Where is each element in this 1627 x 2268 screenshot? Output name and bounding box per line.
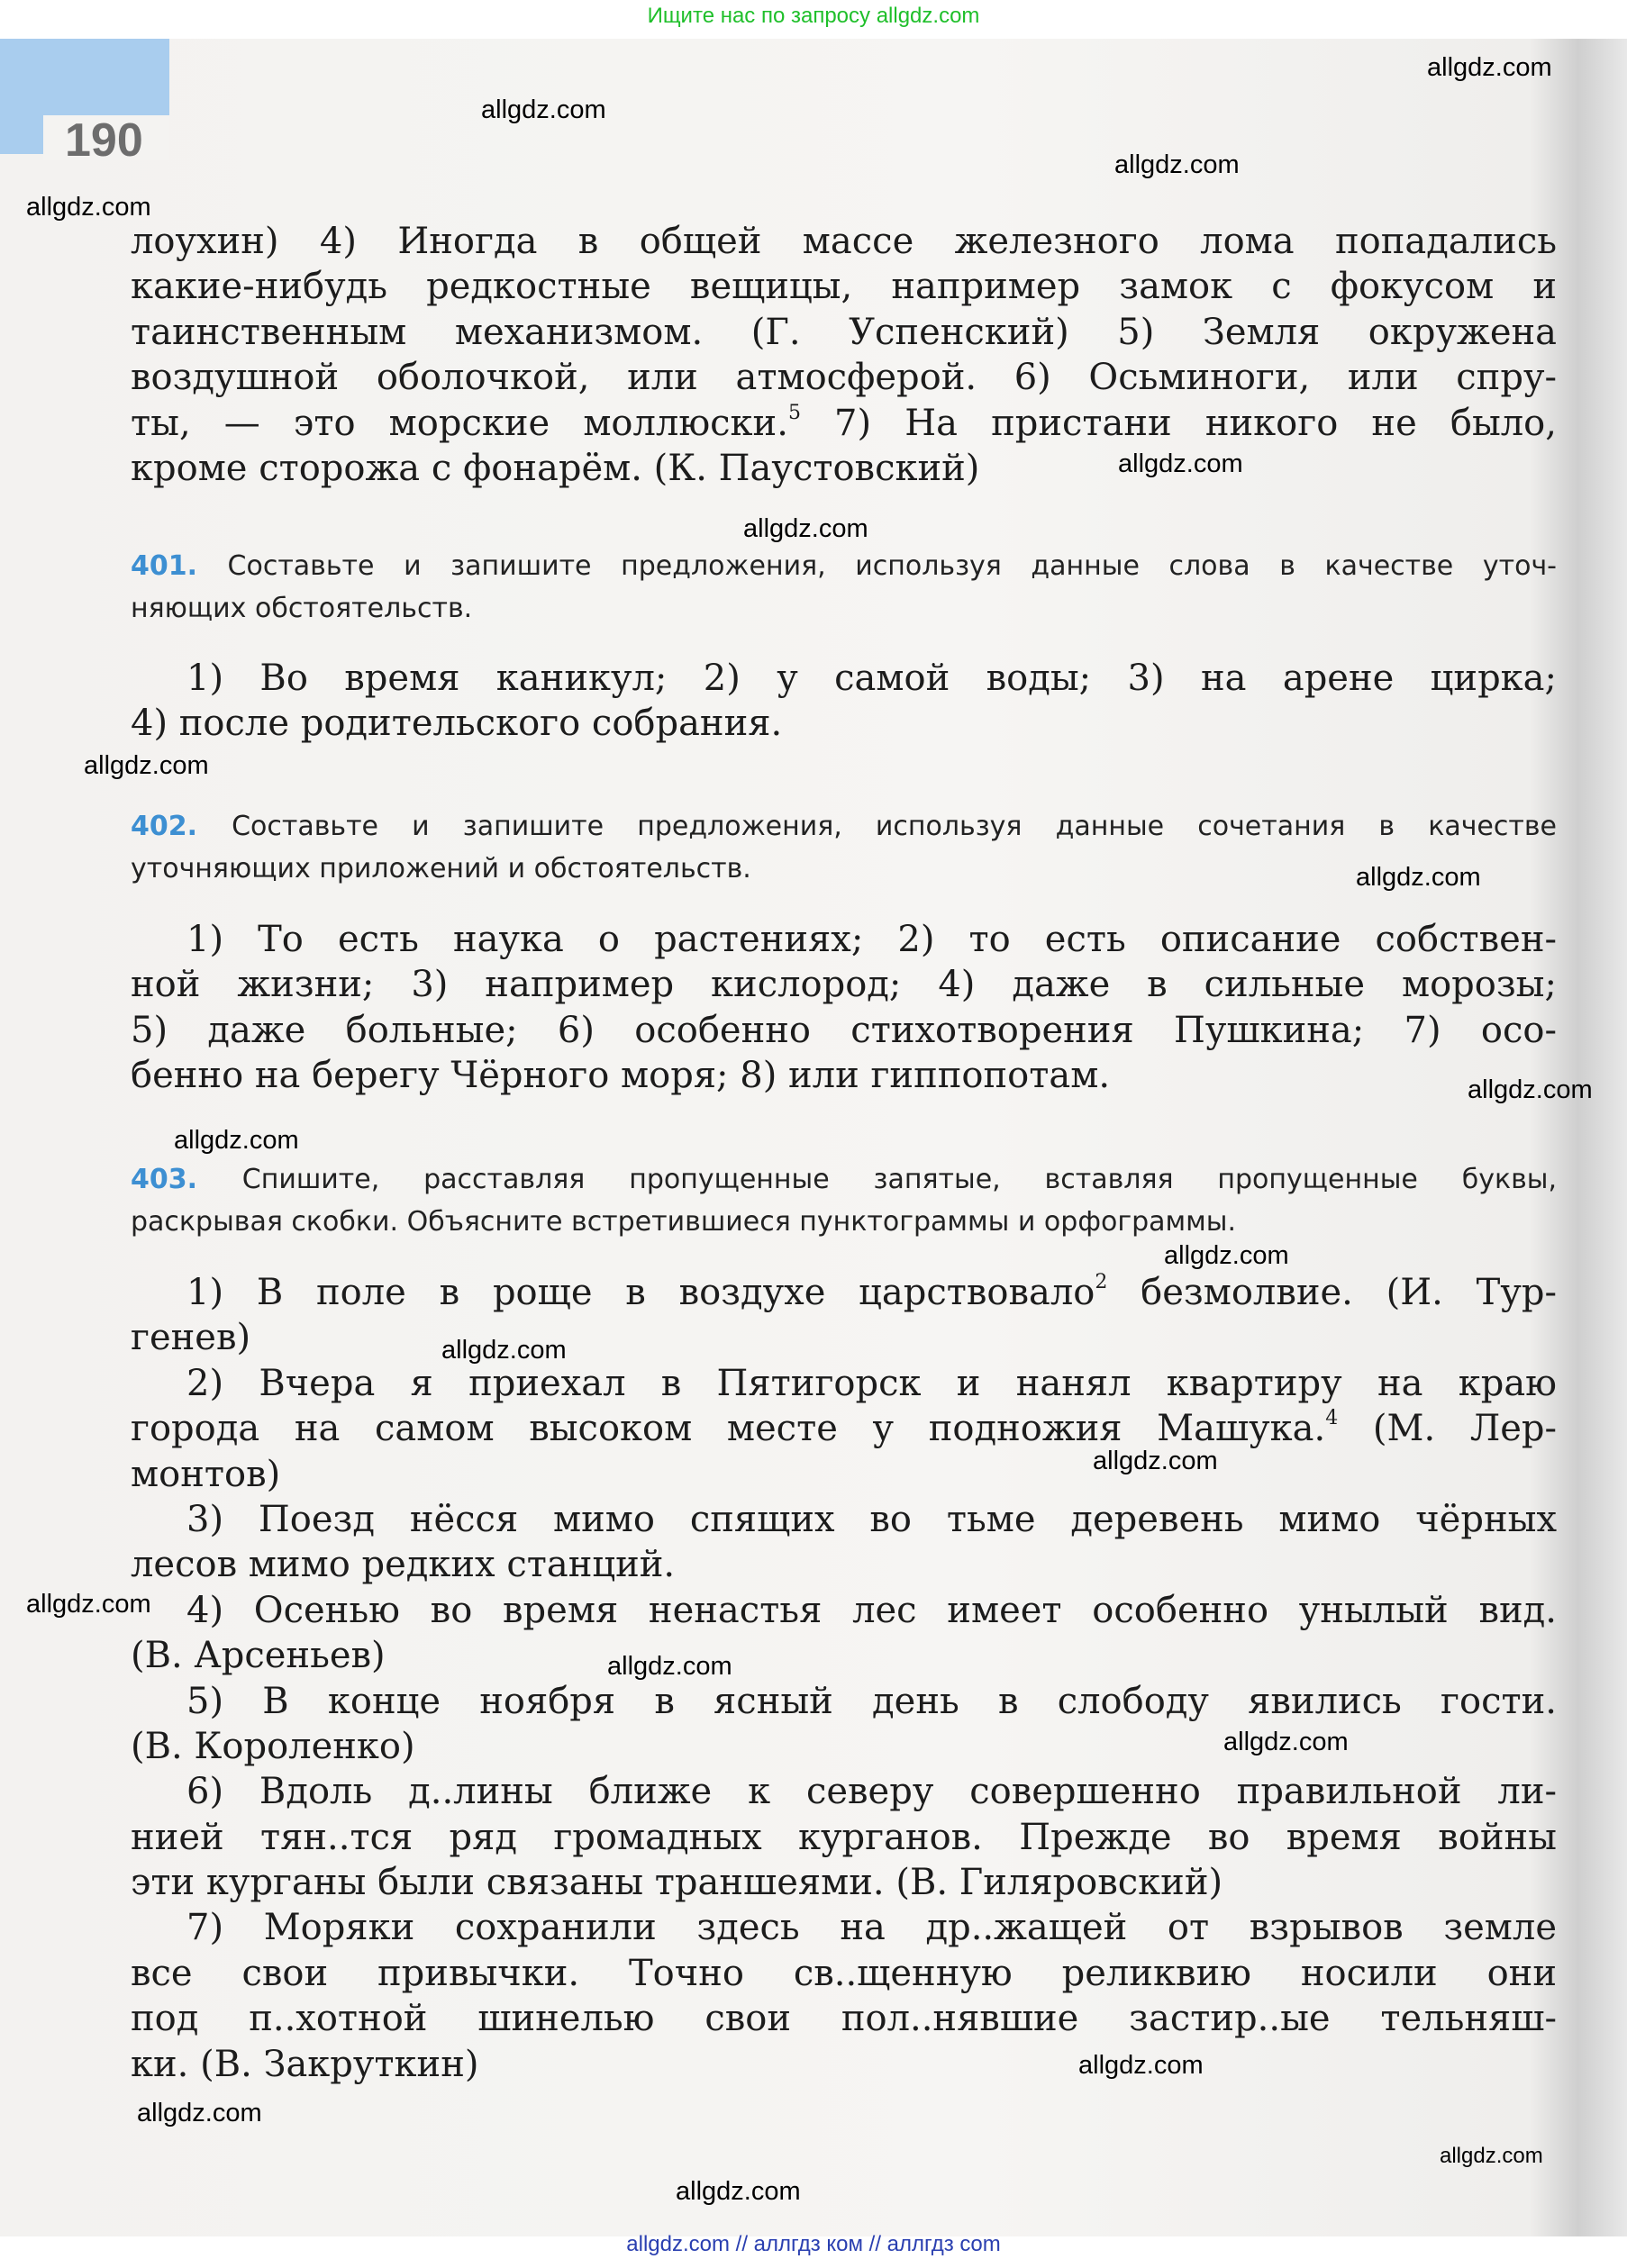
exercise-number: 402. bbox=[131, 811, 232, 842]
page-number: 190 bbox=[65, 114, 143, 167]
watermark: allgdz.com bbox=[137, 2099, 262, 2127]
watermark: allgdz.com bbox=[1427, 53, 1552, 82]
footnote-mark: 5 bbox=[787, 401, 801, 424]
watermark: allgdz.com bbox=[26, 1590, 151, 1619]
text-line: 1) То есть наука о растениях; 2) то есть описание собствен- bbox=[186, 919, 1557, 960]
watermark: allgdz.com bbox=[743, 514, 868, 543]
exercise-number: 401. bbox=[131, 550, 228, 582]
watermark: allgdz.com bbox=[1164, 1241, 1289, 1270]
text-line: 2) Вчера я приехал в Пятигорск и нанял квартиру на краю bbox=[186, 1362, 1557, 1404]
watermark: allgdz.com bbox=[1223, 1728, 1349, 1756]
text-line: 1) В поле в роще в воздухе царствовало$^2$ безмолвие. (И. Тур- bbox=[186, 1271, 1558, 1313]
text-line: уточняющих приложений и обстоятельств. bbox=[131, 852, 751, 885]
footnote-mark: 2 bbox=[1095, 1271, 1108, 1293]
watermark: allgdz.com bbox=[174, 1126, 299, 1155]
watermark: allgdz.com bbox=[1114, 150, 1240, 179]
watermark: allgdz.com bbox=[1356, 863, 1481, 892]
text-line: 6) Вдоль д..лины ближе к северу совершенно правильной ли- bbox=[186, 1771, 1557, 1813]
text-line: раскрывая скобки. Объясните встретившиеся пунктограммы и орфограммы. bbox=[131, 1205, 1237, 1238]
exercise-403-task bbox=[131, 1159, 1557, 1243]
text-line: (В. Короленко) bbox=[131, 1725, 415, 1767]
text-line: кроме сторожа с фонарём. (К. Паустовский) bbox=[131, 447, 980, 489]
text-line: 403. Спишите, расставляя пропущенные запятые, вставляя пропущенные буквы, bbox=[131, 1164, 1558, 1195]
text-line: монтов) bbox=[131, 1453, 281, 1495]
exercise-402-items bbox=[131, 917, 1557, 1099]
text-line: генев) bbox=[131, 1317, 251, 1359]
text-line: 7) Моряки сохранили здесь на др..жащей от взрывов земле bbox=[186, 1907, 1557, 1949]
watermark: allgdz.com bbox=[1118, 449, 1243, 478]
text-line: 1) Во время каникул; 2) у самой воды; 3) на арене цирка; bbox=[186, 658, 1557, 699]
exercise-402-task bbox=[131, 806, 1557, 890]
watermark: allgdz.com bbox=[1468, 1075, 1593, 1104]
text-line: ки. (В. Закруткин) bbox=[131, 2043, 479, 2085]
exercise-401-items bbox=[131, 656, 1557, 747]
text-line: какие-нибудь редкостные вещицы, например замок с фокусом и bbox=[131, 266, 1557, 308]
text-line: 5) В конце ноября в ясный день в слободу явились гости. bbox=[186, 1680, 1557, 1722]
text-line: лесов мимо редких станций. bbox=[131, 1544, 676, 1586]
text-line: ты, — это морские моллюски.$^5$ 7) На пристани никого не было, bbox=[131, 401, 1557, 444]
search-banner: Ищите нас по запросу allgdz.com bbox=[647, 4, 980, 28]
intro-paragraph bbox=[131, 219, 1557, 491]
text-line: 4) Осенью во время ненастья лес имеет особенно унылый вид. bbox=[186, 1589, 1557, 1631]
watermark: allgdz.com bbox=[84, 751, 209, 780]
text-line: таинственным механизмом. (Г. Успенский) 5) Земля окружена bbox=[131, 311, 1557, 353]
text-line: 401. Составьте и запишите предложения, используя данные слова в качестве уточ- bbox=[131, 550, 1557, 582]
exercise-number: 403. bbox=[131, 1164, 242, 1195]
watermark: allgdz.com bbox=[441, 1336, 567, 1365]
text-line: 402. Составьте и запишите предложения, используя данные сочетания в качестве bbox=[131, 811, 1557, 842]
watermark: allgdz.com bbox=[481, 95, 606, 124]
exercise-401-task bbox=[131, 546, 1557, 630]
watermark: allgdz.com bbox=[607, 1652, 732, 1681]
text-line: ной жизни; 3) например кислород; 4) даже в сильные морозы; bbox=[131, 964, 1557, 1006]
text-line: все свои привычки. Точно св..щенную реликвию носили они bbox=[131, 1952, 1557, 1994]
exercise-403-items bbox=[131, 1270, 1557, 2087]
watermark: allgdz.com bbox=[676, 2177, 801, 2206]
watermark: allgdz.com bbox=[1440, 2144, 1543, 2168]
watermark: allgdz.com bbox=[1078, 2051, 1204, 2080]
footer-links: allgdz.com // аллгдз ком // аллгдз com bbox=[626, 2232, 1001, 2256]
text-line: города на самом высоком месте у подножия Машука.$^4$ (М. Лер- bbox=[131, 1407, 1557, 1450]
watermark: allgdz.com bbox=[1093, 1447, 1218, 1475]
text-line: 3) Поезд нёсся мимо спящих во тьме деревень мимо чёрных bbox=[186, 1498, 1557, 1540]
text-line: няющих обстоятельств. bbox=[131, 592, 473, 624]
text-line: воздушной оболочкой, или атмосферой. 6) Осьминоги, или спру- bbox=[131, 357, 1557, 399]
text-line: бенно на берегу Чёрного моря; 8) или гиппопотам. bbox=[131, 1055, 1111, 1097]
text-line: 4) после родительского собрания. bbox=[131, 703, 783, 745]
text-line: 5) даже больные; 6) особенно стихотворения Пушкина; 7) осо- bbox=[131, 1009, 1557, 1051]
text-line: (В. Арсеньев) bbox=[131, 1635, 386, 1677]
text-line: лоухин) 4) Иногда в общей массе железного лома попадались bbox=[131, 221, 1557, 262]
text-line: под п..хотной шинелью свои пол..нявшие застир..ые тельняш- bbox=[131, 1998, 1557, 2040]
watermark: allgdz.com bbox=[26, 193, 151, 222]
text-line: эти курганы были связаны траншеями. (В. Гиляровский) bbox=[131, 1862, 1223, 1904]
text-line: нией тян..тся ряд громадных курганов. Прежде во время войны bbox=[131, 1816, 1557, 1858]
footnote-mark: 4 bbox=[1325, 1407, 1339, 1430]
